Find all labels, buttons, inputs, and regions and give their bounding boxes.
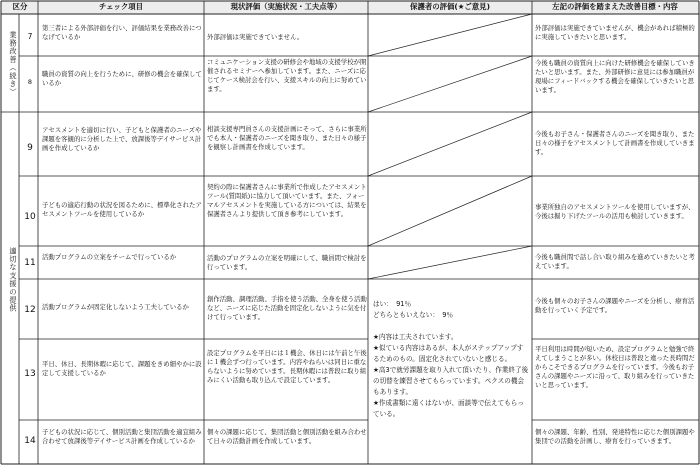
check-item: 活動プログラムが固定化しないよう工夫しているか bbox=[42, 303, 189, 311]
row-number: 12 bbox=[24, 305, 36, 315]
improvement-goal: 事業所独自のアセスメントツールを使用していますが、今後は掘り下げたツールの活用も検討していきます。 bbox=[535, 203, 695, 220]
row-number: 14 bbox=[24, 436, 36, 446]
header-guardian-evaluation: 保護者の評価(★ご意見) bbox=[410, 2, 490, 11]
header-category: 区分 bbox=[12, 2, 28, 11]
improvement-goal: 今後も職員の資質向上に向けた研修機会を確保していきたいと思います。また、外部研修に意見には参加職員が現場にフィードバックする機会を確保していきたいと思います。 bbox=[535, 59, 695, 94]
grid-line bbox=[368, 246, 532, 279]
grid-line bbox=[368, 176, 532, 246]
improvement-goal: 個々の課題、年齢、性別、発達特性に応じた個別課題や集団での活動を計画し、療育を行っていきます。 bbox=[535, 428, 695, 445]
current-status: 活動のプログラムの立案を明確にして、職員間で検討を行っています。 bbox=[207, 254, 367, 271]
grid-line bbox=[368, 56, 532, 112]
current-status: 外部評価は実施できていません。 bbox=[207, 33, 304, 41]
current-status: 設定プログラムを平日には１機会、休日には午前と午後に１機会ずつ行っています。内容やねらいは同日に重ならないように努めています。長期休暇には普段に取り組みにくい活動も取り込んで設定しています。 bbox=[207, 349, 367, 384]
check-item: 職員の資質の向上を行うために、研修の機会を確保しているか bbox=[42, 70, 202, 87]
header-improvement: 左記の評価を踏まえた改善目標・内容 bbox=[552, 2, 678, 11]
row-number: 10 bbox=[24, 212, 36, 222]
row-number: 9 bbox=[27, 143, 33, 153]
current-status: 契約の際に保護者さんに事業所で作成したアセスメントツール(質問紙)に協力して頂いています。また、フォーマルアセスメントを実施している方については、結果を保護者さんより提供して頂き参考にしています。 bbox=[207, 183, 367, 218]
current-status: 個々の課題に応じて、集団活動と個別活動を組み合わせて日々の活動計画を作成しています。 bbox=[207, 428, 367, 445]
improvement-goal: 今後も職員間で話し合い取り組みを進めていきたいと考えています。 bbox=[535, 253, 695, 270]
check-item: 第三者による外部評価を行い、評価結果を業務改善につなげているか bbox=[42, 24, 202, 41]
improvement-goal: 外部評価は実施できていませんが、機会があれば積極的に実施していきたいと思います。 bbox=[535, 24, 695, 41]
check-item: 子どもの適応行動の状況を図るために、標準化されたアセスメントツールを使用しているか bbox=[42, 201, 202, 218]
row-number: 7 bbox=[27, 32, 33, 41]
grid-line bbox=[368, 14, 532, 56]
check-item: 活動プログラムの立案をチームで行っているか bbox=[42, 253, 177, 261]
row-number: 11 bbox=[24, 258, 36, 268]
current-status: コミュニケーション支援の研修会や地域の支援学校が開催されるセミナーへ参加しています。また、ニーズに応じてケース検討会を行い、支援スキルの向上に努めています。 bbox=[207, 58, 367, 93]
category-support: 適切な支援の提供 bbox=[9, 247, 18, 313]
check-item: アセスメントを適切に行い、子どもと保護者のニーズや課題を客観的に分析した上で、放課後等デイサービス計画を作成しているか bbox=[42, 126, 202, 152]
header-check-item: チェック項目 bbox=[98, 2, 144, 11]
category-business-improvement: 業務改善（続き） bbox=[9, 31, 18, 97]
improvement-goal: 今後も個々のお子さんの課題やニーズを分析し、療育活動を行っていく予定です。 bbox=[535, 297, 695, 314]
improvement-goal: 今後もお子さん・保護者さんのニーズを聞き取り、また日々の様子をアセスメントして計画書を作成していきます。 bbox=[535, 130, 695, 156]
row-number: 13 bbox=[24, 369, 36, 379]
check-item: 子どもの状況に応じて、個別活動と集団活動を適宜組み合わせて放課後等デイサービス計画を作成しているか bbox=[42, 428, 202, 445]
current-status: 相談支援専門員さんの支援計画にそって、さらに事業所でも本人・保護者のニーズを聞き取り、また日々の様子を観察し計画書を作成しています。 bbox=[207, 125, 367, 151]
current-status: 創作活動、調理活動、手指を使う活動、全身を使う活動など、ニーズに応じた活動を固定化しないように気を付けて行っています。 bbox=[207, 295, 367, 321]
check-item: 平日、休日、長期休暇に応じて、課題をきめ細やかに設定して支援しているか bbox=[42, 360, 202, 377]
improvement-goal: 平日利用は時間が短いため、設定プログラムと勉強で終えてしまうことが多い。休校日は普段と違った長時間だからこそできるプログラムを行っています。今後もお子さんの課題やニーズに沿って、取り組みを行っていきたいと思っています。 bbox=[535, 345, 695, 389]
header-current-status: 現状評価（実施状況・工夫点等） bbox=[230, 2, 342, 11]
grid-line bbox=[368, 112, 532, 176]
guardian-evaluation-comment: はい： 91％ どちらともいえない： 9％ ★内容は工夫されています。 ★似ている内容はあるが、本人がステップアップするためのもの。固定化されていないと感じる。 ★高3で就労課題を取り入れて頂いたり、作業終了後の切替を練習させてもらっています。ペクスの機会もあります。 ★作成書類に遠くはないが、面談等で伝えてもらっている。 bbox=[373, 300, 529, 418]
row-number: 8 bbox=[27, 78, 33, 86]
